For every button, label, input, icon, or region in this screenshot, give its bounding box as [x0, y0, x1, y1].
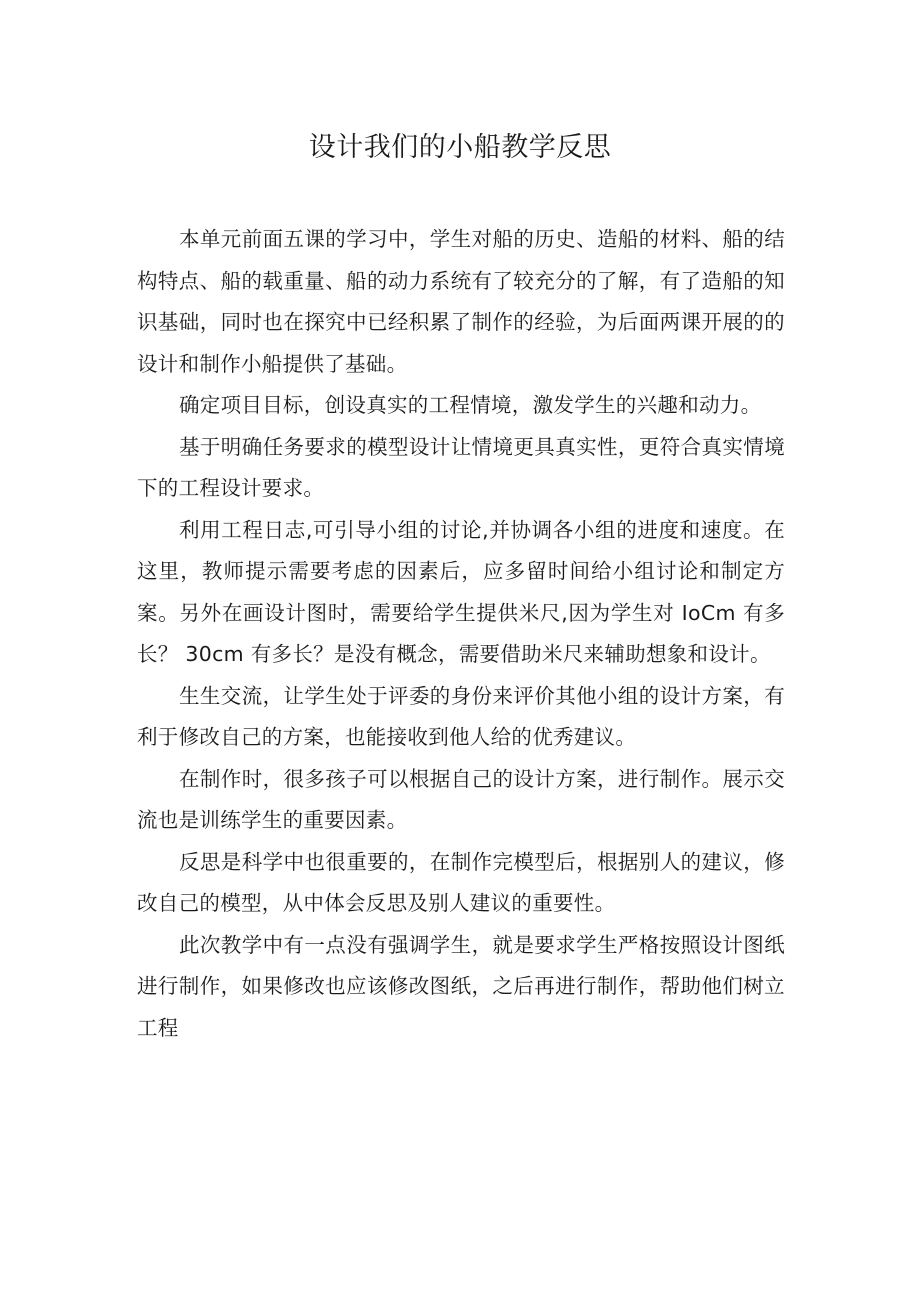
- paragraph-improvement: 此次教学中有一点没有强调学生，就是要求学生严格按照设计图纸进行制作，如果修改也应该修改图纸，之后再进行制作，帮助他们树立工程: [137, 932, 785, 1040]
- paragraph-making: 在制作时，很多孩子可以根据自己的设计方案，进行制作。展示交流也是训练学生的重要因素。: [137, 766, 785, 832]
- paragraph-reflection: 反思是科学中也很重要的，在制作完模型后，根据别人的建议，修改自己的模型，从中体会反思及别人建议的重要性。: [137, 849, 785, 915]
- document-title: 设计我们的小船教学反思: [308, 132, 612, 163]
- paragraph-peer-exchange: 生生交流，让学生处于评委的身份来评价其他小组的设计方案，有利于修改自己的方案，也能接收到他人给的优秀建议。: [137, 683, 785, 749]
- paragraph-engineering-log: 利用工程日志,可引导小组的讨论,并协调各小组的进度和速度。在这里，教师提示需要考虑的因素后，应多留时间给小组讨论和制定方案。另外在画设计图时，需要给学生提供米尺,因为学生对 IoCm 有多长？ 30cm 有多长？是没有概念，需要借助米尺来辅助想象和设计。: [137, 517, 785, 666]
- paragraph-model-design: 基于明确任务要求的模型设计让情境更具真实性，更符合真实情境下的工程设计要求。: [137, 434, 785, 500]
- document-body: [137, 219, 785, 1049]
- paragraph-intro: 本单元前面五课的学习中，学生对船的历史、造船的材料、船的结构特点、船的载重量、船的动力系统有了较充分的了解，有了造船的知识基础，同时也在探究中已经积累了制作的经验，为后面两课开展的的设计和制作小船提供了基础。: [137, 227, 785, 376]
- paragraph-project-goal: 确定项目目标，创设真实的工程情境，激发学生的兴趣和动力。: [179, 393, 762, 417]
